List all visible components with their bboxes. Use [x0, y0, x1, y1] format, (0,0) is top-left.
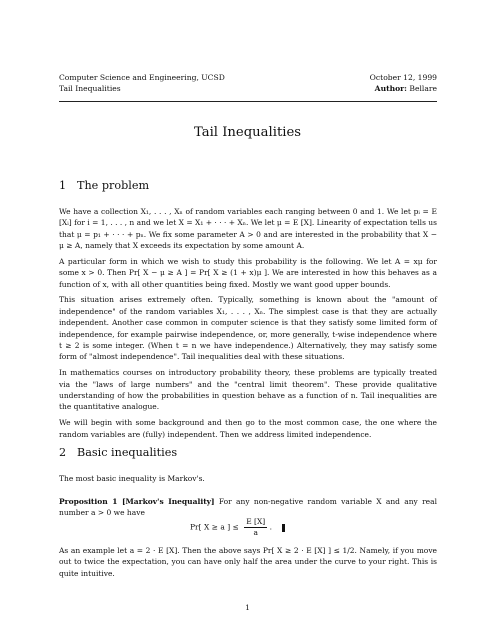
equation-numerator: E [X]	[246, 517, 266, 526]
paper-title: Tail Inequalities	[193, 125, 302, 140]
section-2-intro	[59, 473, 437, 489]
qed-symbol	[282, 524, 285, 532]
header-date: October 12, 1999	[369, 73, 437, 82]
section-2-heading	[59, 446, 177, 459]
section-1-paragraph: We will begin with some background and then go to the most common case, the one where the random variables are (fully) independent. Then we address limited independence.	[59, 418, 437, 439]
example-text: As an example let a = 2 · E [X]. Then the above says Pr[ X ≥ 2 · E [X] ] ≤ 1/2. Namely, if you move out to twice the expectation, you can have only half the area under the curve to your right. This is quite intuitive.	[59, 546, 437, 578]
proposition-1-label: Proposition 1 [Markov's Inequality]	[59, 497, 215, 506]
section-2-intro-text: The most basic inequality is Markov's.	[59, 474, 205, 483]
section-1-paragraph: This situation arises extremely often. Typically, something is known about the "amount of independence" of the random variables X₁, . . . , Xₙ. The simplest case is that they are actually independent. Another case common in computer science is that they satisfy some limited form of independence, for example pairwise independence, or, more generally, t-wise independence where t ≥ 2 is some integer. (When t = n we have independence.) Alternatively, they may satisfy some form of "almost independence". Tail inequalities deal with these situations.	[59, 295, 437, 362]
section-1-paragraph: A particular form in which we wish to study this probability is the following. We let A = xμ for some x > 0. Then Pr[ X − μ ≥ A ] = Pr[ X ≥ (1 + x)μ ]. We are interested in how this behaves as a function of x, with all other quantities being fixed. Mostly we want good upper bounds.	[59, 256, 437, 289]
header-author	[370, 83, 437, 94]
equation-tail: .	[269, 522, 273, 532]
header-right	[370, 72, 437, 94]
page-number: 1	[245, 603, 250, 612]
section-1-number: 1	[59, 179, 67, 192]
section-2-title: Basic inequalities	[77, 446, 178, 459]
author-name: Bellare	[409, 84, 437, 93]
equation-denominator: a	[253, 528, 258, 537]
section-2-example	[59, 545, 437, 584]
section-1-paragraph: We have a collection X₁, . . . , Xₙ of random variables each ranging between 0 and 1. We let pᵢ = E [Xᵢ] for i = 1, . . . , n and we let X = X₁ + · · · + Xₙ. We let μ = E [X]. Linearity of expectation tells us that μ = p₁ + · · · + pₙ. We fix some parameter A > 0 and are interested in the probability that X − μ ≥ A, namely that X exceeds its expectation by some amount A.	[59, 207, 437, 251]
section-2-number: 2	[59, 446, 67, 459]
proposition-1-statement: For any non-negative random variable X and any real number a > 0 we have	[59, 497, 437, 518]
markov-equation	[190, 517, 285, 538]
section-1-heading	[59, 179, 149, 192]
section-1-paragraph: In mathematics courses on introductory probability theory, these problems are typically treated via the "laws of large numbers" and the "central limit theorem". These provide qualitative understanding of how the probabilities in question behave as a function of n. Tail inequalities are the quantitative analogue.	[59, 368, 437, 412]
section-1-body	[59, 206, 437, 444]
header-topic: Tail Inequalities	[59, 84, 121, 93]
header-rule	[59, 101, 437, 102]
header-left	[59, 72, 225, 94]
header-dept: Computer Science and Engineering, UCSD	[59, 73, 225, 82]
section-1-title: The problem	[77, 179, 150, 192]
proposition-1-text	[59, 496, 437, 519]
author-label: Author:	[374, 84, 407, 93]
equation-fraction	[244, 517, 267, 538]
equation-lhs: Pr[ X ≥ a ] ≤	[190, 522, 239, 532]
